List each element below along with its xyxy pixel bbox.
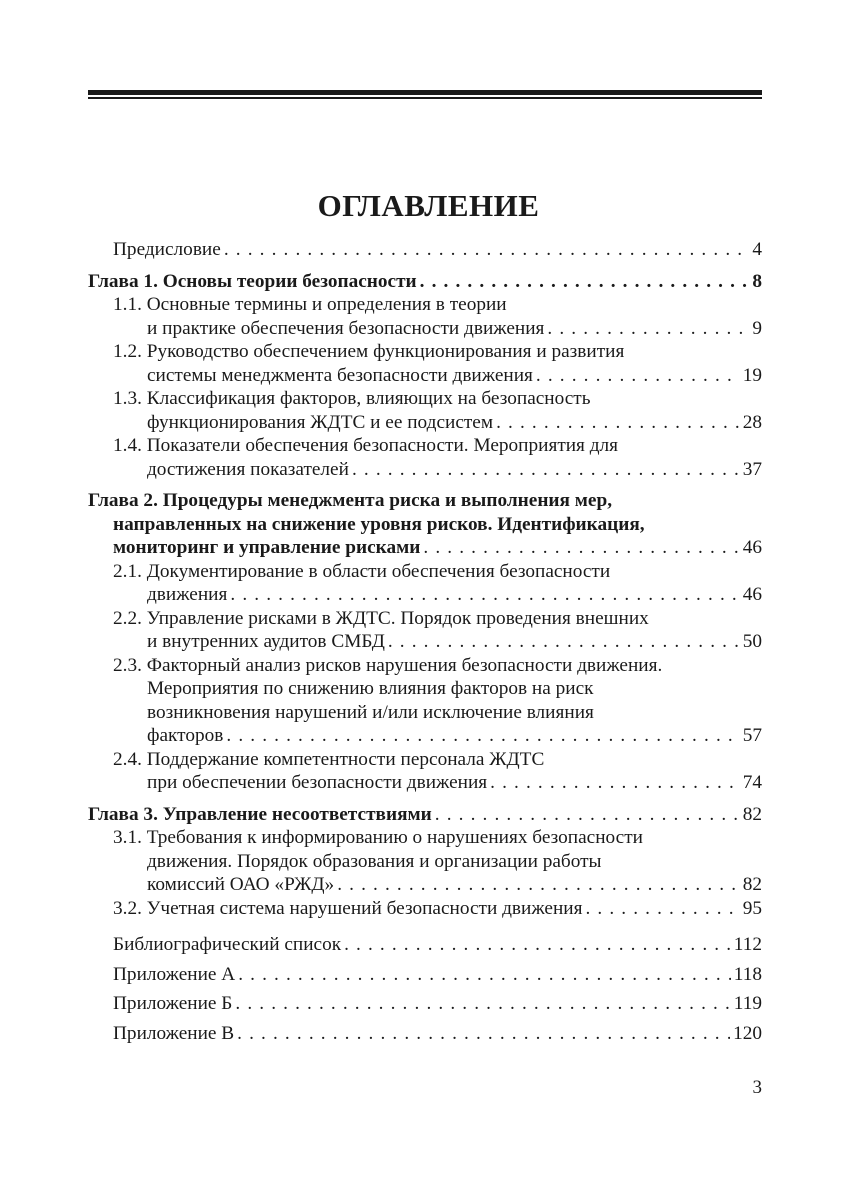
- toc-entry-line: Мероприятия по снижению влияния факторов на риск: [147, 678, 594, 699]
- toc-entry-line: и практике обеспечения безопасности движения: [147, 317, 545, 339]
- header-rule-thin: [88, 97, 762, 99]
- toc-entry-line: мониторинг и управление рисками: [113, 537, 421, 558]
- toc-entry-line: движения: [147, 584, 228, 605]
- toc-page-number: 119: [733, 993, 762, 1014]
- table-of-contents: [88, 238, 762, 1045]
- toc-page-number: 28: [742, 411, 762, 433]
- toc-page-number: 112: [733, 934, 762, 955]
- toc-entry-text: Глава 1. Основы теории безопасности: [88, 270, 417, 292]
- toc-page-number: 95: [742, 897, 762, 919]
- toc-entry-line: 1.2. Руководство обеспечением функционирования и развития: [113, 341, 625, 362]
- toc-entry-text: Приложение А: [113, 963, 236, 985]
- toc-entry-line: движения. Порядок образования и организации работы: [147, 850, 602, 872]
- toc-entry-chapter-2[interactable]: [88, 489, 762, 560]
- toc-page-number: 74: [742, 772, 762, 793]
- toc-page-number: 82: [742, 874, 762, 895]
- toc-entry-section-3-1[interactable]: [88, 826, 762, 897]
- toc-entry-section-1-2[interactable]: [88, 340, 762, 387]
- toc-entry-text: Глава 3. Управление несоответствиями: [88, 803, 432, 825]
- toc-entry-line: 2.2. Управление рисками в ЖДТС. Порядок проведения внешних: [113, 607, 649, 629]
- toc-entry-section-1-1[interactable]: [88, 293, 762, 340]
- toc-entry-section-1-3[interactable]: [88, 387, 762, 434]
- toc-entry-line: 1.1. Основные термины и определения в теории: [113, 294, 507, 315]
- toc-page-number: 118: [733, 963, 762, 985]
- toc-entry-section-2-3[interactable]: [88, 654, 762, 748]
- leader-dots: [238, 963, 731, 987]
- toc-entry-line: 2.4. Поддержание компетентности персонала ЖДТС: [113, 748, 545, 770]
- toc-entry-section-2-1[interactable]: [88, 560, 762, 607]
- leader-dots: [490, 771, 740, 795]
- toc-entry-appendix-a[interactable]: [88, 963, 762, 987]
- toc-entry-line: 3.1. Требования к информированию о нарушениях безопасности: [113, 827, 643, 848]
- header-rule-thick: [88, 90, 762, 95]
- toc-page-number: 8: [752, 270, 762, 292]
- toc-entry-text: Библиографический список: [113, 934, 342, 955]
- toc-entry-text: Приложение В: [113, 1022, 235, 1044]
- toc-entry-text: 3.2. Учетная система нарушений безопасности движения: [113, 897, 583, 919]
- toc-page-number: 50: [742, 631, 762, 652]
- toc-entry-line: и внутренних аудитов СМБД: [147, 631, 385, 652]
- leader-dots: [388, 630, 740, 654]
- leader-dots: [496, 411, 740, 435]
- toc-entry-line: 1.3. Классификация факторов, влияющих на безопасность: [113, 388, 591, 409]
- toc-entry-line: Глава 2. Процедуры менеджмента риска и выполнения мер,: [88, 490, 613, 511]
- toc-entry-line: 1.4. Показатели обеспечения безопасности. Мероприятия для: [113, 435, 619, 456]
- toc-entry-appendix-b[interactable]: [88, 992, 762, 1016]
- toc-entry-preface[interactable]: [88, 238, 762, 262]
- toc-entry-line: возникновения нарушений и/или исключение влияния: [147, 701, 594, 723]
- toc-page-number: 57: [742, 725, 762, 746]
- toc-entry-line: достижения показателей: [147, 458, 349, 480]
- leader-dots: [420, 270, 750, 294]
- leader-dots: [536, 364, 740, 388]
- leader-dots: [224, 238, 750, 262]
- toc-entry-chapter-1[interactable]: [88, 270, 762, 294]
- toc-entry-line: направленных на снижение уровня рисков. Идентификация,: [113, 513, 645, 535]
- toc-entry-text: Предисловие: [113, 239, 221, 260]
- toc-entry-line: комиссий ОАО «РЖД»: [147, 874, 335, 895]
- page-title: ОГЛАВЛЕНИЕ: [317, 188, 540, 223]
- leader-dots: [344, 933, 731, 957]
- toc-entry-text: Приложение Б: [113, 993, 233, 1014]
- toc-entry-line: функционирования ЖДТС и ее подсистем: [147, 411, 494, 433]
- toc-entry-section-2-4[interactable]: [88, 748, 762, 795]
- leader-dots: [226, 724, 739, 748]
- toc-entry-line: при обеспечении безопасности движения: [147, 772, 488, 793]
- leader-dots: [352, 458, 740, 482]
- leader-dots: [435, 803, 740, 827]
- toc-entry-line: 2.1. Документирование в области обеспечения безопасности: [113, 560, 611, 582]
- leader-dots: [237, 1022, 730, 1046]
- leader-dots: [337, 873, 740, 897]
- toc-page-number: 120: [733, 1022, 762, 1044]
- leader-dots: [585, 897, 739, 921]
- toc-entry-line: 2.3. Факторный анализ рисков нарушения безопасности движения.: [113, 654, 663, 676]
- toc-entry-line: системы менеджмента безопасности движения: [147, 364, 533, 386]
- leader-dots: [230, 583, 739, 607]
- toc-page-number: 4: [752, 239, 762, 260]
- page-number: 3: [752, 1077, 762, 1098]
- toc-page-number: 19: [742, 364, 762, 386]
- toc-page-number: 46: [742, 537, 762, 558]
- toc-entry-line: факторов: [147, 725, 224, 746]
- toc-page-number: 46: [742, 584, 762, 605]
- toc-entry-section-3-2[interactable]: [88, 897, 762, 921]
- toc-entry-section-1-4[interactable]: [88, 434, 762, 481]
- toc-page-number: 9: [752, 317, 762, 339]
- leader-dots: [423, 536, 739, 560]
- toc-entry-chapter-3[interactable]: [88, 803, 762, 827]
- leader-dots: [235, 992, 730, 1016]
- leader-dots: [547, 317, 749, 341]
- toc-entry-bibliography[interactable]: [88, 933, 762, 957]
- toc-entry-section-2-2[interactable]: [88, 607, 762, 654]
- toc-page-number: 82: [742, 803, 762, 825]
- toc-entry-appendix-v[interactable]: [88, 1022, 762, 1046]
- toc-page-number: 37: [742, 458, 762, 480]
